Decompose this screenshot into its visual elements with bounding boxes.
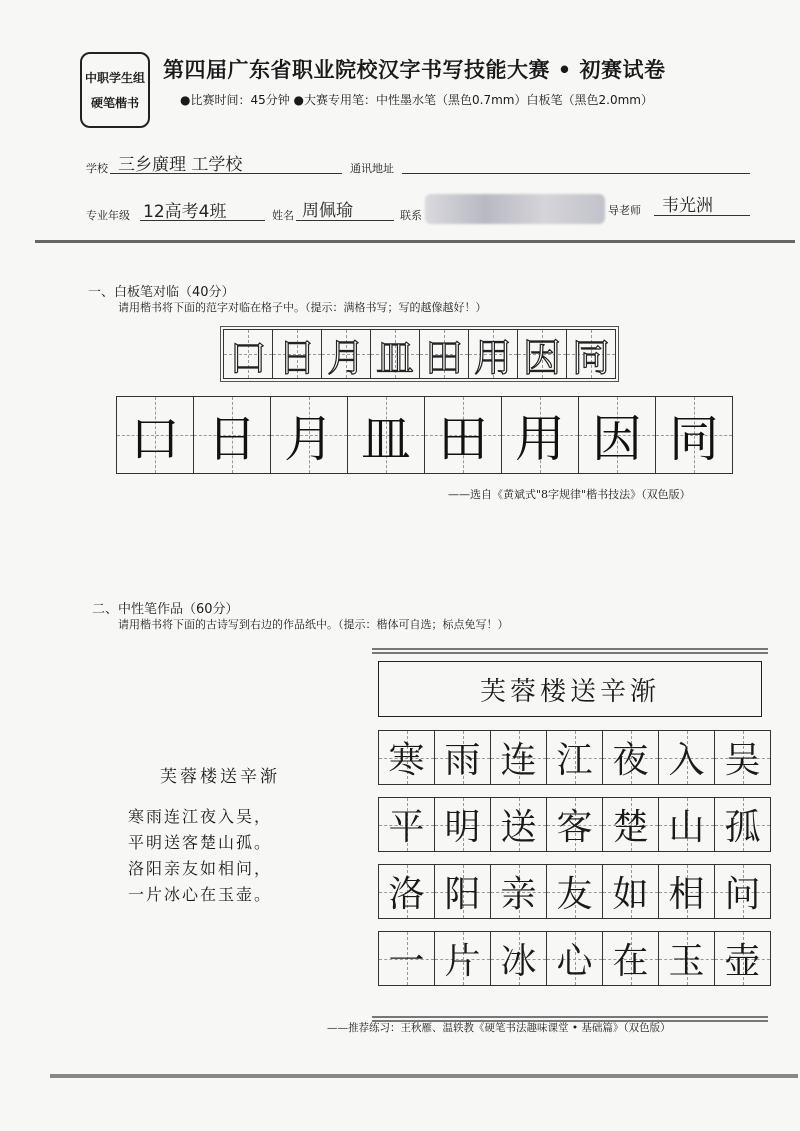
work-char-cell[interactable]: 客 [546,797,603,852]
work-char-cell[interactable]: 雨 [434,730,491,785]
model-char-cell: 因 [517,329,567,379]
model-char-cell: 同 [566,329,616,379]
work-char-cell[interactable]: 夜 [602,730,659,785]
work-char-cell[interactable]: 玉 [658,931,715,986]
exam-title: 第四届广东省职业院校汉字书写技能大赛 • 初赛试卷 [163,58,666,82]
teacher-value[interactable]: 韦光洲 [662,196,713,216]
practice-char-cell[interactable]: 日 [193,396,271,474]
model-char-cell: 用 [468,329,518,379]
work-char-cell[interactable]: 如 [602,864,659,919]
work-row [379,730,771,785]
work-char-cell[interactable]: 江 [546,730,603,785]
model-character-strip [220,326,619,382]
redacted-contact [425,194,605,224]
poem-line: 洛阳亲友如相问， [128,859,273,878]
work-row [379,864,771,919]
section2-instruction: 请用楷书将下面的古诗写到右边的作品纸中。（提示：楷体可自选；标点免写！） [118,618,509,631]
work-char-cell[interactable]: 吴 [714,730,771,785]
work-char-cell[interactable]: 壶 [714,931,771,986]
teacher-label: 导老师 [608,204,641,217]
practice-char-cell[interactable]: 田 [424,396,502,474]
practice-char-cell[interactable]: 同 [655,396,733,474]
work-char-cell[interactable]: 楚 [602,797,659,852]
work-char-cell[interactable]: 明 [434,797,491,852]
section1-instruction: 请用楷书将下面的范字对临在格子中。（提示：满格书写；写的越像越好！） [118,301,487,314]
work-row [379,797,771,852]
work-char-cell[interactable]: 问 [714,864,771,919]
model-char-cell: 口 [223,329,273,379]
work-char-cell[interactable]: 孤 [714,797,771,852]
work-char-cell[interactable]: 相 [658,864,715,919]
practice-char-cell[interactable]: 皿 [347,396,425,474]
major-underline [140,220,265,221]
major-value[interactable]: 12高考4班 [143,202,227,222]
practice-char-cell[interactable]: 用 [501,396,579,474]
badge-line-2: 硬笔楷书 [90,96,139,110]
address-underline [402,173,750,174]
work-row [379,931,771,986]
footer-divider [50,1074,798,1078]
work-char-cell[interactable]: 平 [378,797,435,852]
address-label: 通讯地址 [350,162,394,175]
model-char-cell: 田 [419,329,469,379]
exam-subtitle: ●比赛时间：45分钟 ●大赛专用笔：中性墨水笔（黑色0.7mm）白板笔（黑色2.0mm） [180,93,653,107]
section2-title: 二、中性笔作品（60分） [92,602,239,617]
school-underline [110,173,342,174]
work-char-cell[interactable]: 在 [602,931,659,986]
work-char-cell[interactable]: 片 [434,931,491,986]
major-label: 专业年级 [86,209,130,222]
poem-body [128,804,272,908]
work-char-cell[interactable]: 友 [546,864,603,919]
poem-line: 寒雨连江夜入吴， [128,807,273,826]
badge-line-1: 中职学生组 [84,71,145,85]
work-char-cell[interactable]: 寒 [378,730,435,785]
practice-char-cell[interactable]: 因 [578,396,656,474]
school-label: 学校 [86,162,108,175]
work-grid [378,730,771,998]
poem-title: 芙蓉楼送辛渐 [160,767,280,787]
model-char-cell: 月 [321,329,371,379]
poem-line: 一片冰心在玉壶。 [128,885,273,904]
teacher-underline [654,215,750,216]
category-badge [80,52,150,128]
poem-line: 平明送客楚山孤。 [128,833,273,852]
model-char-cell: 皿 [370,329,420,379]
name-underline [296,220,394,221]
work-char-cell[interactable]: 连 [490,730,547,785]
work-char-cell[interactable]: 冰 [490,931,547,986]
work-char-cell[interactable]: 心 [546,931,603,986]
work-char-cell[interactable]: 亲 [490,864,547,919]
section1-source: ——选自《黄斌式"8字规律"楷书技法》（双色版） [448,488,691,501]
work-char-cell[interactable]: 一 [378,931,435,986]
work-char-cell[interactable]: 送 [490,797,547,852]
school-value[interactable]: 三乡廣理 工学校 [118,155,243,175]
work-char-cell[interactable]: 洛 [378,864,435,919]
practice-char-cell[interactable]: 月 [270,396,348,474]
work-char-cell[interactable]: 阳 [434,864,491,919]
contact-label: 联系 [400,209,422,222]
name-label: 姓名 [272,209,294,222]
name-value[interactable]: 周佩瑜 [302,201,353,221]
work-title[interactable]: 芙蓉楼送辛渐 [378,661,762,717]
work-char-cell[interactable]: 入 [658,730,715,785]
recommend-note: ——推荐练习：王秋雁、温轶教《硬笔书法趣味课堂 • 基础篇》（双色版） [327,1022,671,1034]
section1-title: 一、白板笔对临（40分） [88,285,235,300]
work-char-cell[interactable]: 山 [658,797,715,852]
model-char-cell: 日 [272,329,322,379]
practice-grid [116,396,733,474]
header-divider [35,240,795,243]
practice-char-cell[interactable]: 口 [116,396,194,474]
